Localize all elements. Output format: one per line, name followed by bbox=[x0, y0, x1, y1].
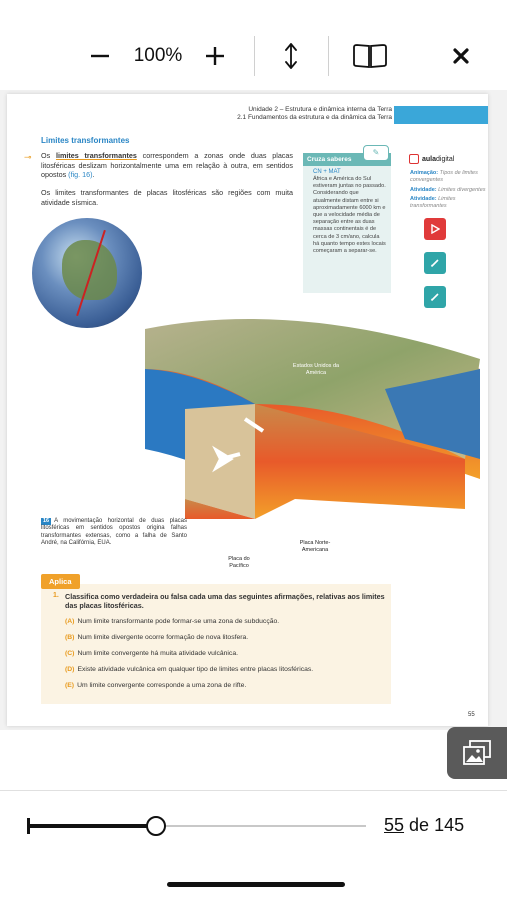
image-gallery-button[interactable] bbox=[447, 727, 507, 779]
cruza-saberes-box bbox=[303, 148, 391, 293]
resource-item[interactable] bbox=[410, 187, 486, 194]
viewer-toolbar bbox=[0, 28, 507, 84]
vertical-arrows-icon bbox=[285, 43, 297, 69]
para1-prefix: Os bbox=[41, 151, 56, 160]
pencil-icon bbox=[430, 258, 440, 268]
option-text: Num limite transformante pode formar-se uma zona de subducção. bbox=[77, 618, 280, 625]
globe-land bbox=[62, 240, 117, 300]
header-tab bbox=[394, 106, 488, 124]
current-page[interactable]: 55 bbox=[384, 815, 405, 835]
home-indicator[interactable] bbox=[167, 882, 345, 887]
zoom-out-button[interactable] bbox=[82, 28, 118, 84]
para1-end: . bbox=[92, 170, 95, 180]
option-letter: (E) bbox=[65, 682, 75, 689]
document-page bbox=[7, 94, 488, 726]
activity-button[interactable] bbox=[424, 252, 446, 274]
answer-option bbox=[65, 682, 385, 689]
play-animation-button[interactable] bbox=[424, 218, 446, 240]
option-letter: (C) bbox=[65, 650, 75, 657]
option-letter: (B) bbox=[65, 634, 75, 641]
cruza-text: África e América do Sul estiveram juntas no passado. Considerando que atualmente distam entre si aproximadamente 6000 km e que a velocidade média de separação entre as duas massas continentais é de cerca de 3 cm/ano, calcula há quanto tempo estes locais começaram a separar-se. bbox=[313, 176, 386, 255]
aula-brand-a: aula bbox=[422, 155, 437, 163]
label-usa: Estados Unidos da América bbox=[292, 363, 340, 376]
key-term: limites transformantes bbox=[55, 151, 137, 160]
page-indicator bbox=[384, 815, 464, 836]
aula-digital-logo bbox=[409, 154, 454, 164]
answer-option bbox=[65, 618, 385, 625]
paragraph-2: Os limites transformantes de placas litosféricas são regiões com muita atividade sísmica. bbox=[41, 188, 293, 207]
resource-item[interactable] bbox=[410, 196, 486, 210]
cruza-saberes-icon: ✎ bbox=[363, 145, 389, 161]
pencil-icon bbox=[430, 292, 440, 302]
aula-digital-resources bbox=[410, 170, 486, 213]
aula-digital-icon bbox=[409, 154, 419, 164]
zoom-in-button[interactable] bbox=[198, 28, 232, 84]
option-letter: (A) bbox=[65, 618, 75, 625]
resource-label: Atividade: bbox=[410, 186, 437, 193]
caption-text: A movimentação horizontal de duas placas litosféricas em sentidos opostos origina falhas transformantes extensas, como a falha de Santo André, na Califórnia, EUA. bbox=[41, 518, 187, 547]
label-north-american-plate: Placa Norte-Americana bbox=[299, 540, 331, 553]
label-pacific-plate: Placa do Pacífico bbox=[228, 556, 250, 569]
page-number: 55 bbox=[468, 712, 475, 718]
question-number: 1. bbox=[53, 592, 59, 599]
figure-reference[interactable]: (fig. 16) bbox=[68, 170, 93, 180]
document-viewport[interactable] bbox=[0, 90, 507, 730]
close-icon bbox=[453, 48, 469, 64]
plus-icon bbox=[206, 47, 224, 65]
resource-detail: Limites transformantes bbox=[410, 196, 456, 210]
aplica-tag: Aplica bbox=[41, 574, 80, 589]
option-text: Existe atividade vulcânica em qualquer tipo de limites entre placas litosféricas. bbox=[77, 666, 314, 673]
resource-item[interactable] bbox=[410, 170, 486, 184]
page-slider-thumb[interactable] bbox=[146, 816, 166, 836]
total-pages: 145 bbox=[434, 815, 465, 835]
page-slider-fill bbox=[28, 824, 156, 828]
open-book-icon bbox=[352, 44, 388, 68]
option-text: Num limite divergente ocorre formação de nova litosfera. bbox=[77, 634, 249, 641]
toolbar-divider bbox=[328, 36, 329, 76]
resource-detail: Limites divergentes bbox=[438, 186, 486, 193]
option-text: Num limite convergente há muita atividade vulcânica. bbox=[77, 650, 239, 657]
option-text: Um limite convergente corresponde a uma zona de rifte. bbox=[77, 682, 247, 689]
figure-caption bbox=[41, 518, 187, 548]
resource-detail: Tipos de limites convergentes bbox=[410, 170, 478, 183]
option-letter: (D) bbox=[65, 666, 75, 673]
page-slider-start bbox=[27, 818, 30, 834]
section-title: Limites transformantes bbox=[41, 136, 130, 145]
page-header bbox=[237, 106, 392, 122]
question-text: Classifica como verdadeira ou falsa cada uma das seguintes afirmações, relativas aos limites das placas litosféricas. bbox=[65, 592, 385, 610]
key-arrow-icon: ⊸ bbox=[24, 152, 32, 162]
fit-page-button[interactable] bbox=[276, 28, 306, 84]
header-subunit: 2.1 Fundamentos da estrutura e da dinâmica da Terra bbox=[237, 114, 392, 121]
activity-button[interactable] bbox=[424, 286, 446, 308]
paragraph-1 bbox=[41, 151, 293, 180]
image-gallery-icon bbox=[462, 739, 492, 767]
answer-option bbox=[65, 650, 385, 657]
zoom-level: 100% bbox=[133, 45, 183, 66]
page-separator: de bbox=[404, 815, 435, 835]
figure-number: 16 bbox=[43, 518, 50, 524]
cruza-title: Cruza saberes bbox=[303, 153, 391, 166]
page-layout-button[interactable] bbox=[350, 28, 390, 84]
toolbar-divider bbox=[254, 36, 255, 76]
header-unit: Unidade 2 – Estrutura e dinâmica interna da Terra bbox=[248, 106, 392, 113]
aula-brand-b: digital bbox=[436, 155, 455, 163]
para1-text: correspondem a zonas onde duas placas litosféricas deslizam horizontalmente uma em relação à outra, em sentidos opostos bbox=[41, 151, 293, 180]
answer-option bbox=[65, 634, 385, 641]
close-button[interactable] bbox=[446, 28, 476, 84]
minus-icon bbox=[91, 54, 109, 58]
play-icon bbox=[430, 224, 440, 234]
resource-label: Atividade: bbox=[410, 196, 437, 203]
transform-fault-block-diagram bbox=[135, 309, 485, 519]
resource-label: Animação: bbox=[410, 170, 439, 176]
cruza-subtitle: CN + MAT bbox=[313, 169, 341, 175]
answer-option bbox=[65, 666, 385, 673]
globe-illustration bbox=[32, 218, 142, 328]
